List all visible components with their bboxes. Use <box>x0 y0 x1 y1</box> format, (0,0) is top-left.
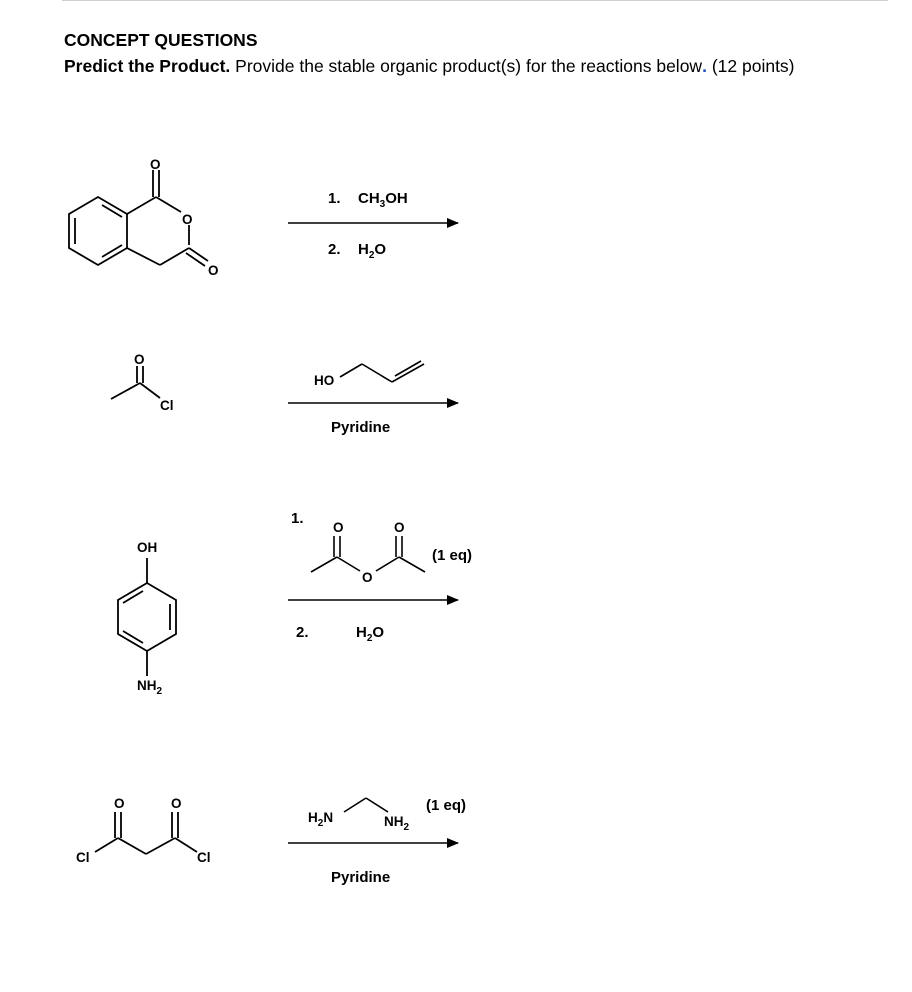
instruction-points: (12 points) <box>711 56 795 76</box>
r2-atom-cl: Cl <box>160 398 174 413</box>
ethylenediamine-reagent <box>344 798 388 812</box>
r3-step1-num: 1. <box>291 510 304 527</box>
r3-atom-oh: OH <box>137 540 158 555</box>
r1-step1-reagent: $CH_3OH$ <box>358 190 408 210</box>
r3-step2-num: 2. <box>296 624 309 641</box>
allyl-alcohol-reagent <box>340 361 424 382</box>
r2-reagent-ho: HO <box>314 373 335 388</box>
r4-atom-cl2: Cl <box>197 850 211 865</box>
r4-amine-left: $H_2N$ <box>308 810 334 829</box>
r3-anhydride-o2: O <box>362 570 373 585</box>
r1-step1-num: 1. <box>328 190 341 207</box>
r4-atom-o1: O <box>114 796 125 811</box>
r2-solvent: Pyridine <box>331 419 391 436</box>
r4-atom-cl1: Cl <box>76 850 90 865</box>
acetic-anhydride-reagent <box>311 536 425 572</box>
r1-step2-reagent: $H_2O$ <box>358 241 387 261</box>
reactant-3-aminophenol <box>118 558 176 676</box>
r1-step2-num: 2. <box>328 241 341 258</box>
r3-anhydride-o3: O <box>394 520 405 535</box>
r1-atom-o3: O <box>208 263 219 278</box>
r3-equiv: (1 eq) <box>432 547 473 564</box>
r1-atom-o2: O <box>182 212 193 227</box>
r3-step2-reagent: $H_2O$ <box>356 624 385 644</box>
r2-atom-o: O <box>134 352 145 367</box>
r4-equiv: (1 eq) <box>426 797 467 814</box>
instruction-bold: Predict the Product. <box>64 56 231 76</box>
r3-atom-nh2: $NH_2$ <box>137 678 163 697</box>
instruction-period: . <box>702 56 707 76</box>
section-title: CONCEPT QUESTIONS <box>64 30 258 50</box>
r4-atom-o2: O <box>171 796 182 811</box>
reactant-4-malonyl-dichloride <box>95 812 197 854</box>
r1-atom-o1: O <box>150 157 161 172</box>
reactant-2-acetyl-chloride <box>111 366 160 399</box>
r4-amine-right: $NH_2$ <box>384 814 410 833</box>
r3-anhydride-o1: O <box>333 520 344 535</box>
instruction-text: Provide the stable organic product(s) for the reactions below <box>235 56 703 76</box>
r4-solvent: Pyridine <box>331 869 391 886</box>
